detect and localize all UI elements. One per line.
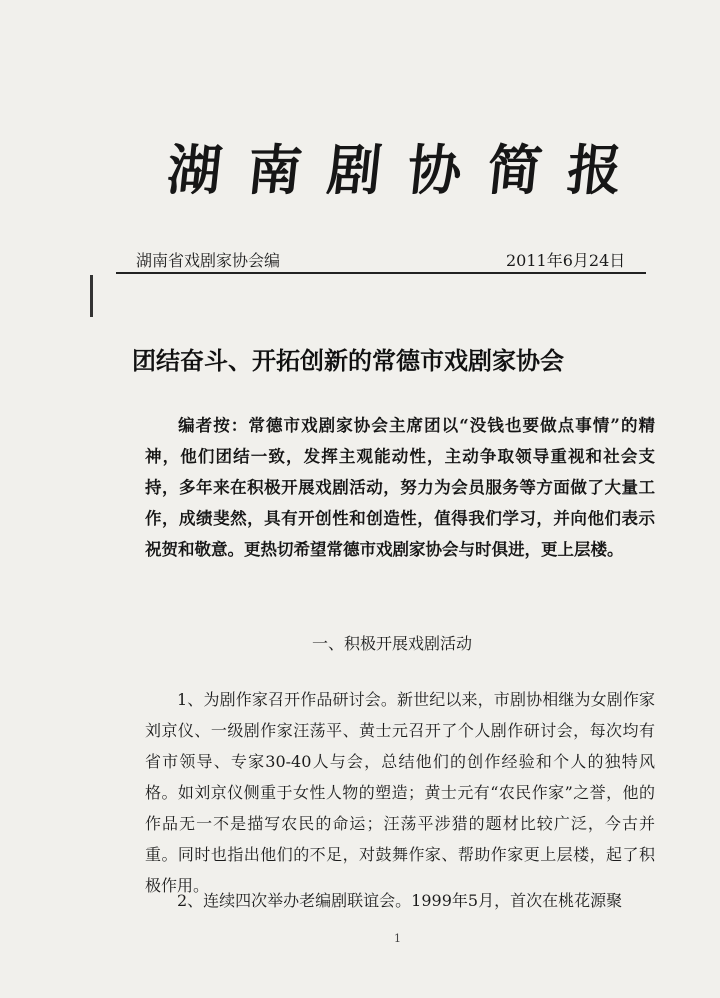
article-headline: 团结奋斗、开拓创新的常德市戏剧家协会 [132, 347, 564, 375]
editor-note-text: 常德市戏剧家协会主席团以“没钱也要做点事情”的精神，他们团结一致，发挥主观能动性，主动争取领导重视和社会支持，多年来在积极开展戏剧活动，努力为会员服务等方面做了大量工作，成绩斐然，具有开创性和创造性，值得我们学习，并向他们表示祝贺和敬意。更热切希望常德市戏剧家协会与时俱进，更上层楼。 [145, 416, 656, 559]
editor-note [145, 410, 655, 565]
margin-mark [90, 275, 93, 317]
page-number: 1 [394, 932, 401, 945]
paragraph-text: 1、为剧作家召开作品研讨会。新世纪以来，市剧协相继为女剧作家刘京仪、一级剧作家汪荡平、黄士元召开了个人剧作研讨会，每次均有省市领导、专家30-40人与会，总结他们的创作经验和个人的独特风格。如刘京仪侧重于女性人物的塑造；黄士元有“农民作家”之誉，他的作品无一不是描写农民的命运；汪荡平涉猎的题材比较广泛，今古并重。同时也指出他们的不足，对鼓舞作家、帮助作家更上层楼，起了积极作用。 [145, 690, 655, 895]
bleed-through-text [140, 92, 700, 108]
issue-date: 2011年6月24日 [506, 251, 626, 270]
editor-note-lead: 编者按： [177, 416, 249, 435]
body-paragraph [145, 684, 655, 901]
masthead-title: 湖南剧协简报 [164, 139, 651, 202]
paragraph-text: 2、连续四次举办老编剧联谊会。1999年5月，首次在桃花源聚 [177, 891, 623, 910]
header-divider [116, 272, 646, 274]
body-paragraph [145, 885, 655, 916]
issuing-organization: 湖南省戏剧家协会编 [136, 251, 281, 270]
section-heading: 一、积极开展戏剧活动 [312, 634, 473, 653]
